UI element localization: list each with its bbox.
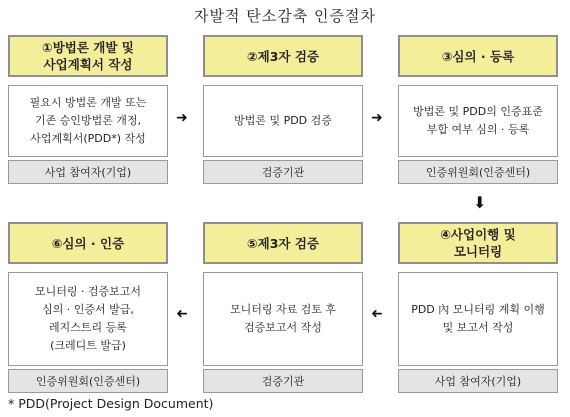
diagram-title: 자발적 탄소감축 인증절차 xyxy=(194,7,376,25)
step-2-header: ②제3자 검증 xyxy=(203,35,363,77)
step-2-description: 방법론 및 PDD 검증 xyxy=(203,85,363,157)
step-4-header: ④사업이행 및 모니터링 xyxy=(398,222,558,264)
arrow-right-icon: ➜ xyxy=(176,110,188,126)
arrow-left-icon: ➜ xyxy=(371,306,383,322)
step-3-description: 방법론 및 PDD의 인증표준 부합 여부 심의 · 등록 xyxy=(398,85,558,157)
step-4-actor: 사업 참여자(기업) xyxy=(398,369,558,393)
step-1-description: 필요시 방법론 개발 또는 기존 승인방법론 개정, 사업계획서(PDD*) 작성 xyxy=(8,85,168,157)
arrow-left-icon: ➜ xyxy=(176,306,188,322)
step-2-actor: 검증기관 xyxy=(203,160,363,184)
step-6-header: ⑥심의 · 인증 xyxy=(8,222,168,264)
step-3-header: ③심의 · 등록 xyxy=(398,35,558,77)
step-5-description: 모니터링 자료 검토 후 검증보고서 작성 xyxy=(203,272,363,366)
footnote: * PDD(Project Design Document) xyxy=(8,396,214,411)
step-6-description: 모니터링 · 검증보고서 심의 · 인증서 발급, 레지스트리 등록 (크레디트 발급) xyxy=(8,272,168,366)
step-3-actor: 인증위원회(인증센터) xyxy=(398,160,558,184)
arrow-down-icon: ⬇ xyxy=(473,193,487,212)
step-5-actor: 검증기관 xyxy=(203,369,363,393)
step-4-description: PDD 內 모니터링 계획 이행 및 보고서 작성 xyxy=(398,272,558,366)
step-6-actor: 인증위원회(인증센터) xyxy=(8,369,168,393)
step-1-actor: 사업 참여자(기업) xyxy=(8,160,168,184)
arrow-right-icon: ➜ xyxy=(371,110,383,126)
step-1-header: ①방법론 개발 및 사업계획서 작성 xyxy=(8,35,168,77)
step-5-header: ⑤제3자 검증 xyxy=(203,222,363,264)
